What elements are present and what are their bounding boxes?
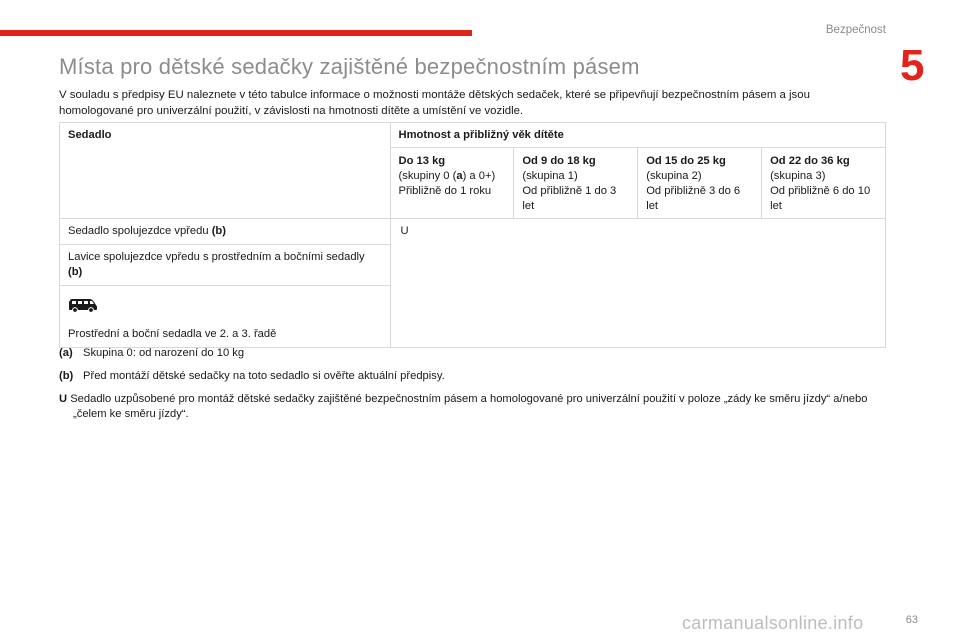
group-line2: Od přibližně 3 do 6 let — [646, 185, 741, 212]
seat-label: Lavice spolujezdce vpředu s prostředním a bočními sedadly — [68, 251, 365, 263]
page-title: Místa pro dětské sedačky zajištěné bezpečnostním pásem — [59, 54, 640, 79]
seat-rear-rows — [60, 286, 391, 348]
van-icon — [68, 297, 98, 313]
group-line1: (skupina 1) — [522, 170, 578, 182]
seat-front-bench — [60, 245, 391, 286]
table-row — [60, 219, 886, 245]
group-cell-3 — [762, 148, 886, 219]
header-seat: Sedadlo — [60, 123, 391, 219]
group-line1: (skupina 3) — [770, 170, 826, 182]
page-number: 63 — [905, 614, 918, 626]
group-cell-0 — [390, 148, 514, 219]
footnote-text: Před montáží dětské sedačky na toto sedadlo si ověřte aktuální předpisy. — [83, 370, 445, 382]
section-name: Bezpečnost — [825, 24, 886, 36]
footnote-text: Sedadlo uzpůsobené pro montáž dětské sedačky zajištěné bezpečnostním pásem a homologované pro univerzální použití v poloze „zády ke směru jízdy“ a/nebo „čelem ke směru jízdy“. — [70, 393, 868, 420]
group-title: Do 13 kg — [398, 155, 446, 167]
group-line2: Od přibližně 6 do 10 let — [770, 185, 871, 212]
group-line1-pre: (skupiny 0 ( — [398, 170, 457, 182]
footnote-text: Skupina 0: od narození do 10 kg — [83, 347, 245, 359]
child-seat-table — [59, 122, 886, 348]
intro-paragraph: V souladu s předpisy EU naleznete v této tabulce informace o možnosti montáže dětských sedaček, které se připevňují bezpečnostním pásem a jsou homologované pro univerzální použití, v závislosti na hmotnosti dítěte a umístění ve vozidle. — [59, 89, 810, 117]
seat-label: Prostřední a boční sedadla ve 2. a 3. řadě — [68, 328, 277, 340]
seat-front-passenger — [60, 219, 391, 245]
group-title: Od 15 do 25 kg — [646, 155, 726, 167]
seat-note: (b) — [68, 266, 83, 278]
footnote-a — [59, 346, 889, 361]
group-cell-1 — [514, 148, 638, 219]
watermark: carmanualsonline.info — [682, 613, 864, 633]
chapter-number: 5 — [900, 41, 925, 90]
footnote-key: (b) — [59, 370, 74, 382]
group-line1-bold: a — [456, 170, 463, 182]
seat-note: (b) — [211, 225, 226, 237]
group-line1-post: ) a 0+) — [462, 170, 496, 182]
footnote-key: U — [59, 393, 68, 405]
group-line2: Od přibližně 1 do 3 let — [522, 185, 617, 212]
group-line1: (skupina 2) — [646, 170, 702, 182]
header-accent-bar — [0, 30, 472, 36]
group-cell-2 — [638, 148, 762, 219]
group-title: Od 9 do 18 kg — [522, 155, 596, 167]
value-cell: U — [390, 219, 886, 348]
group-line2: Přibližně do 1 roku — [398, 185, 492, 197]
footnote-key: (a) — [59, 347, 73, 359]
seat-label: Sedadlo spolujezdce vpředu — [68, 225, 209, 237]
footnote-b — [59, 369, 889, 384]
footnote-u — [59, 392, 889, 422]
header-weight: Hmotnost a přibližný věk dítěte — [390, 123, 886, 148]
group-title: Od 22 do 36 kg — [770, 155, 850, 167]
table-header-row — [60, 123, 886, 148]
footnotes — [59, 346, 889, 422]
